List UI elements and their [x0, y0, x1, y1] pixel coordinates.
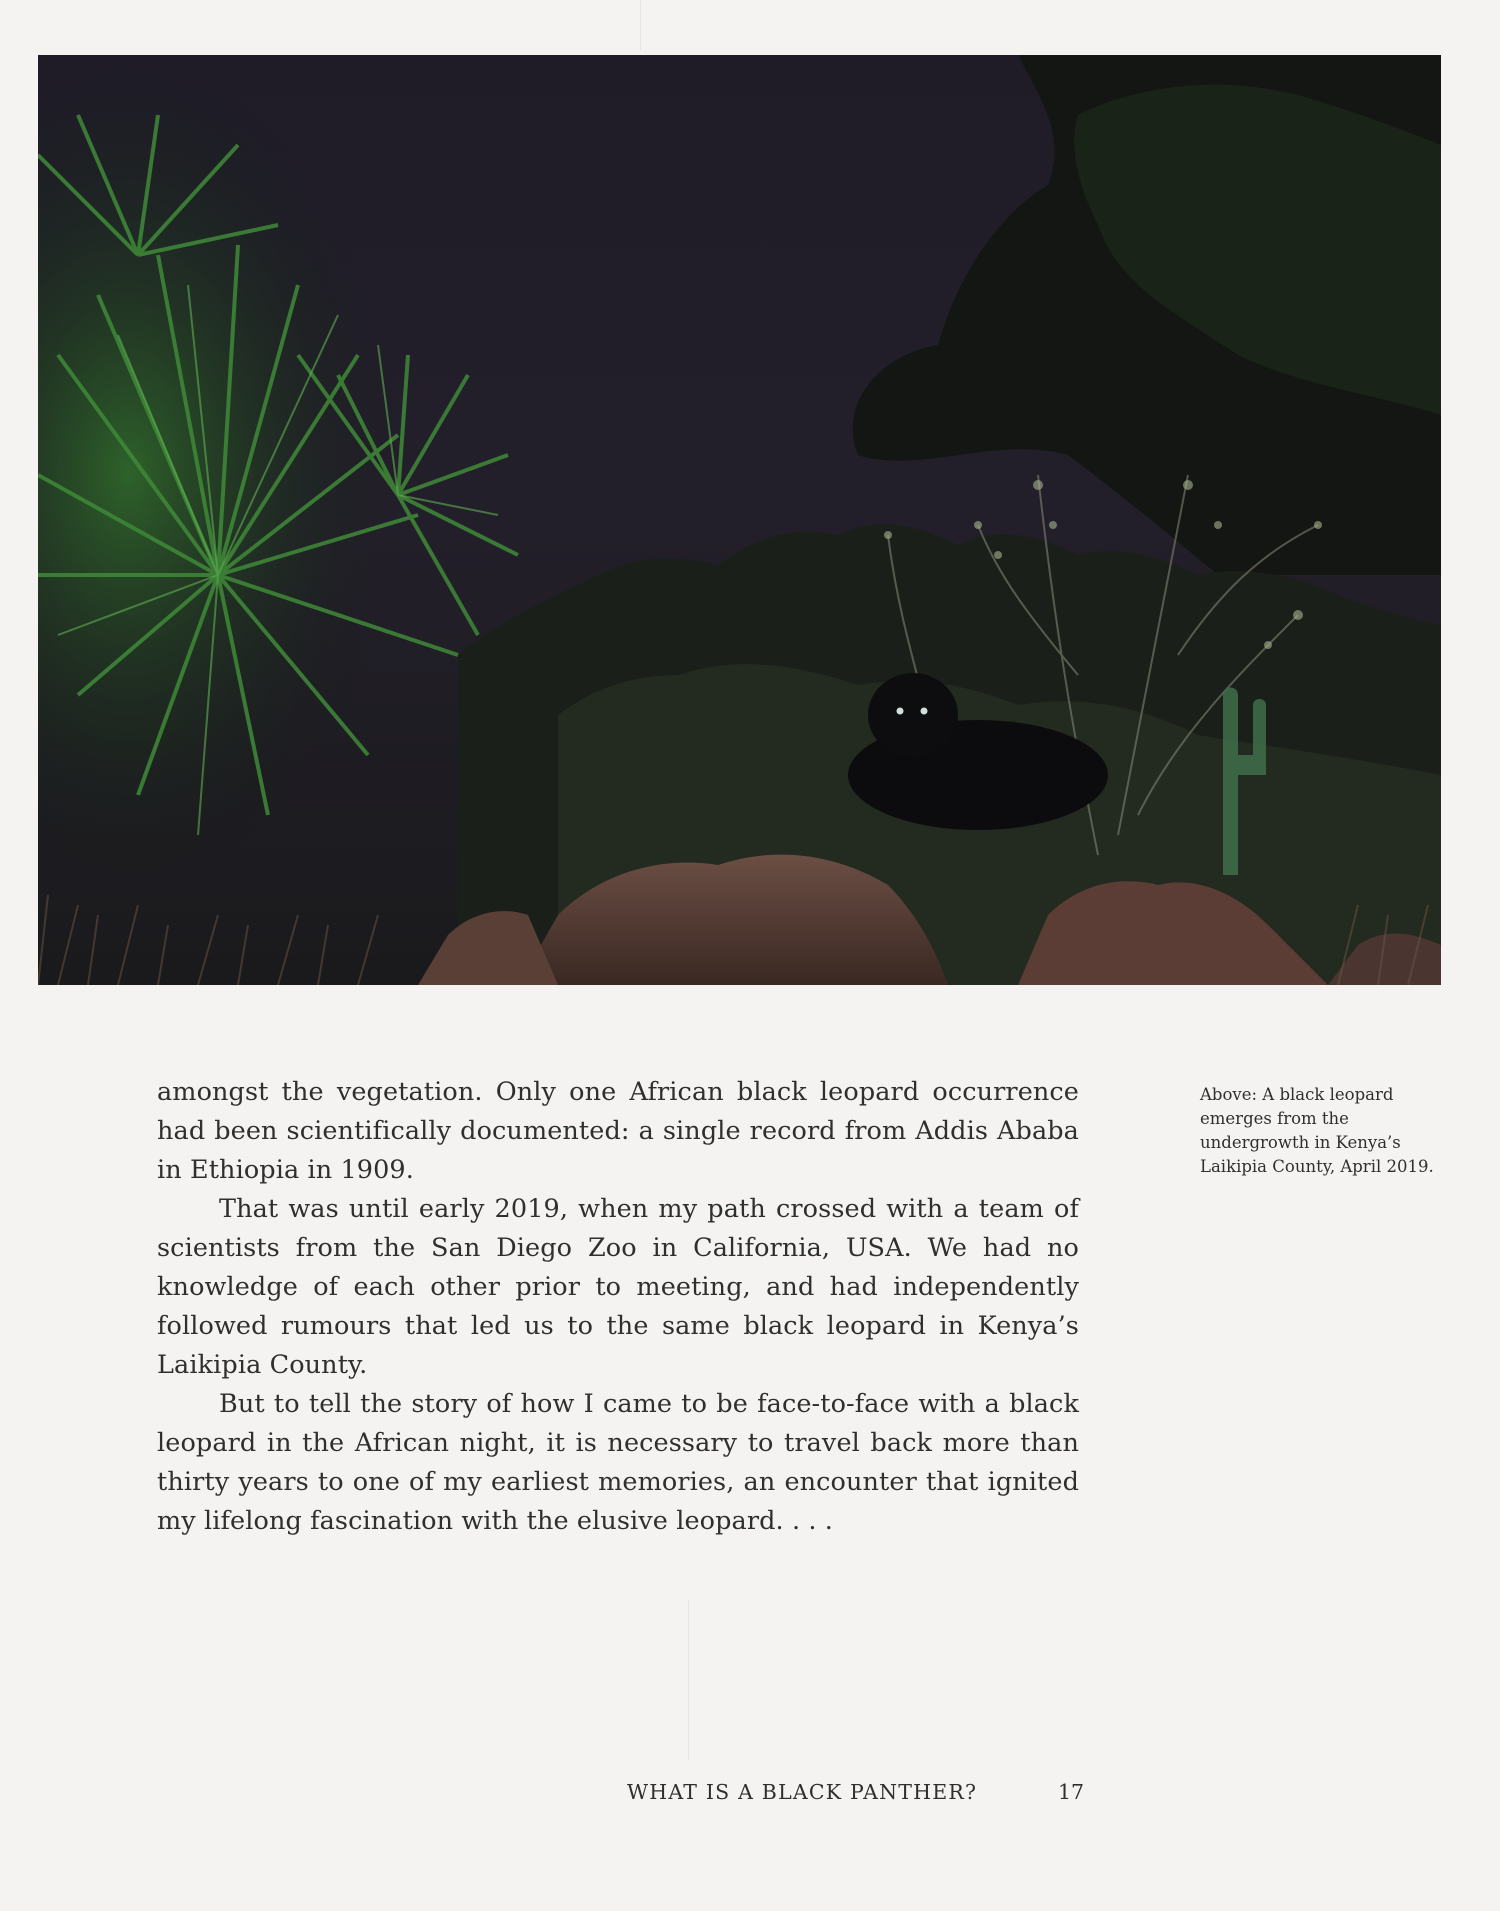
- scan-artifact: [688, 1600, 689, 1760]
- photo-illustration: [38, 55, 1441, 985]
- leopard-night-photo: [38, 55, 1441, 985]
- body-paragraph: But to tell the story of how I came to be face-to-face with a black leopard in the African night, it is necessary to travel back more than thirty years to one of my earliest memories, an encounter that ignited my lifelong fascination with the elusive leopard. . . .: [157, 1389, 1079, 1536]
- running-title: WHAT IS A BLACK PANTHER?: [627, 1780, 978, 1804]
- page-number: 17: [1058, 1780, 1085, 1804]
- body-text: [157, 1073, 1079, 1541]
- body-paragraph: amongst the vegetation. Only one African black leopard occurrence had been scientifically documented: a single record from Addis Ababa in Ethiopia in 1909.: [157, 1077, 1079, 1185]
- scan-artifact: [640, 0, 641, 50]
- body-paragraph: That was until early 2019, when my path crossed with a team of scientists from the San Diego Zoo in California, USA. We had no knowledge of each other prior to meeting, and had independently followed rumours that led us to the same black leopard in Kenya’s Laikipia County.: [157, 1194, 1079, 1380]
- photo-caption: Above: A black leopard emerges from the undergrowth in Kenya’s Laikipia County, April 2019.: [1200, 1085, 1434, 1176]
